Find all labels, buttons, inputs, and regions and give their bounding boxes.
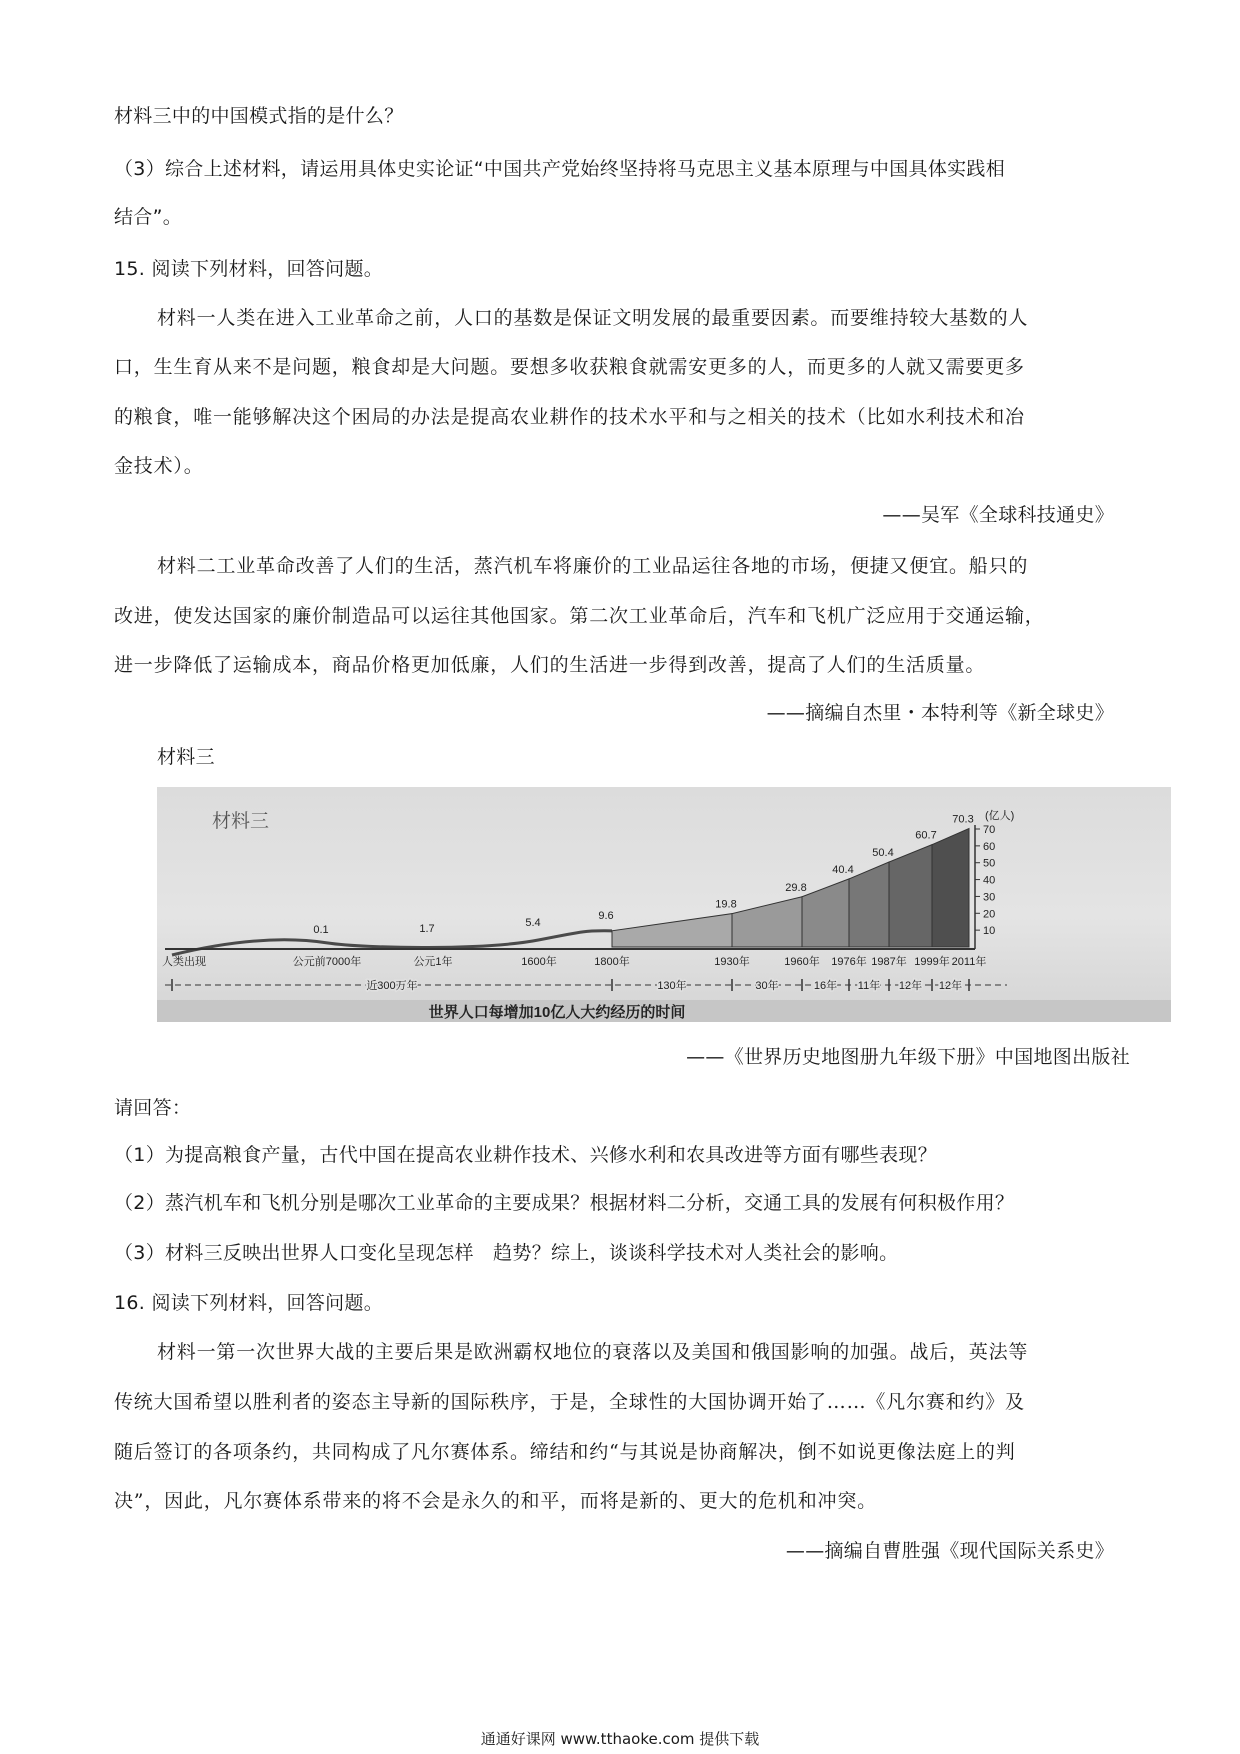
chart-interval-label: 11年 [857,980,881,992]
q15-sub-question: （1）为提高粮食产量，古代中国在提高农业耕作技术、兴修水利和农具改进等方面有哪些表现？ [114,1144,937,1166]
q14-3-line1: （3）综合上述材料，请运用具体史实论证“中国共产党始终坚持将马克思主义基本原理与中国具体实践相 [114,158,1006,180]
q16-m1-line: 随后签订的各项条约，共同构成了凡尔赛体系。缔结和约“与其说是协商解决，倒不如说更像法庭上的判 [114,1441,1016,1463]
chart-x-label: 公元1年 [413,956,453,968]
chart-value-label: 0.1 [313,924,329,936]
chart-x-label: 1960年 [784,956,820,968]
population-chart-photo [157,787,1171,1022]
chart-y-tick-label: 30 [983,891,996,904]
chart-interval-label: 12年 [938,980,963,992]
q15-prompt: 请回答： [114,1097,192,1119]
chart-value-label: 50.4 [872,847,894,860]
chart-area-band [732,897,802,947]
q15-m1-source: ——吴军《全球科技通史》 [882,504,1114,526]
chart-area-band [889,845,932,947]
chart-y-tick-label: 50 [983,857,996,870]
q15-m1-line: 材料一人类在进入工业革命之前，人口的基数是保证文明发展的最重要因素。而要维持较大基数的人 [157,307,1029,329]
population-chart [157,787,1171,1022]
q15-m1-line: 的粮食，唯一能够解决这个困局的办法是提高农业耕作的技术水平和与之相关的技术（比如水利技术和冶 [114,406,1025,428]
q15-sub-question: （3）材料三反映出世界人口变化呈现怎样 趋势？综上，谈谈科学技术对人类社会的影响。 [114,1242,899,1264]
chart-value-label: 1.7 [419,923,435,936]
chart-x-label: 公元前7000年 [292,956,362,968]
chart-y-tick-label: 10 [983,925,996,938]
chart-x-label: 人类出现 [162,956,206,968]
q15-m2-source: ——摘编自杰里・本特利等《新全球史》 [766,702,1114,724]
chart-y-tick-label: 20 [983,908,996,921]
page-footer: 通通好课网 www.tthaoke.com 提供下载 [480,1730,760,1748]
q15-sub-question: （2）蒸汽机车和飞机分别是哪次工业革命的主要成果？根据材料二分析，交通工具的发展有何积极作用？ [114,1192,1015,1214]
chart-x-label: 1600年 [521,956,557,968]
chart-value-label: 60.7 [915,829,937,842]
chart-interval-label: 130年 [657,980,687,992]
chart-area-band [932,828,969,947]
chart-value-label: 29.8 [785,881,807,894]
chart-interval-label: 16年 [813,980,838,992]
chart-x-label: 1987年 [871,956,907,968]
chart-title: 世界人口每增加10亿人大约经历的时间 [428,1004,686,1021]
q16-m1-line: 材料一第一次世界大战的主要后果是欧洲霸权地位的衰落以及美国和俄国影响的加强。战后，英法等 [157,1341,1029,1363]
q15-m2-line: 改进，使发达国家的廉价制造品可以运往其他国家。第二次工业革命后，汽车和飞机广泛应用于交通运输， [114,605,1045,627]
chart-y-tick-label: 40 [983,874,996,887]
chart-area-band [612,914,732,947]
chart-area-band [802,879,849,947]
q15-m3-label: 材料三 [157,746,215,768]
chart-x-label: 1930年 [714,956,750,968]
chart-y-tick-label: 70 [983,824,996,836]
chart-interval-label: 30年 [755,980,779,992]
q15-m2-line: 进一步降低了运输成本，商品价格更加低廉，人们的生活进一步得到改善，提高了人们的生活质量。 [114,654,986,676]
chart-value-label: 40.4 [832,863,854,876]
chart-pre-industrial-line [172,931,612,955]
q15-m1-line: 口，生生育从来不是问题，粮食却是大问题。要想多收获粮食就需安更多的人，而更多的人就又需要更多 [114,356,1025,378]
chart-x-label: 2011年 [951,956,987,968]
q16-m1-line: 传统大国希望以胜利者的姿态主导新的国际秩序，于是，全球性的大国协调开始了……《凡尔赛和约》及 [114,1391,1025,1413]
q16-header: 16. 阅读下列材料，回答问题。 [114,1292,384,1314]
q16-m1-line: 决”，因此，凡尔赛体系带来的将不会是永久的和平，而将是新的、更大的危机和冲突。 [114,1490,877,1512]
chart-value-label: 9.6 [598,909,614,922]
q14-3-line2: 结合”。 [114,206,183,228]
chart-value-label: 19.8 [715,898,737,911]
chart-interval-label: 12年 [898,980,923,992]
chart-x-label: 1976年 [831,956,867,968]
chart-value-label: 5.4 [525,916,541,929]
chart-x-label: 1999年 [914,956,950,968]
chart-x-label: 1800年 [594,956,630,968]
chart-inner-label: 材料三 [212,811,270,832]
chart-area-band [849,862,889,947]
chart-value-label: 70.3 [952,813,974,826]
chart-interval-label: 近300万年 [366,980,418,992]
chart-unit-label: (亿人) [985,810,1015,822]
q15-m2-line: 材料二工业革命改善了人们的生活，蒸汽机车将廉价的工业品运往各地的市场，便捷又便宜。船只的 [157,555,1029,577]
q15-header: 15. 阅读下列材料，回答问题。 [114,258,384,280]
chart-y-tick-label: 60 [983,840,996,853]
q15-m3-source: ——《世界历史地图册九年级下册》中国地图出版社 [686,1046,1130,1068]
q14-tail-text: 材料三中的中国模式指的是什么？ [114,105,404,127]
q16-m1-source: ——摘编自曹胜强《现代国际关系史》 [785,1540,1114,1562]
q15-m1-line: 金技术）。 [114,455,204,477]
